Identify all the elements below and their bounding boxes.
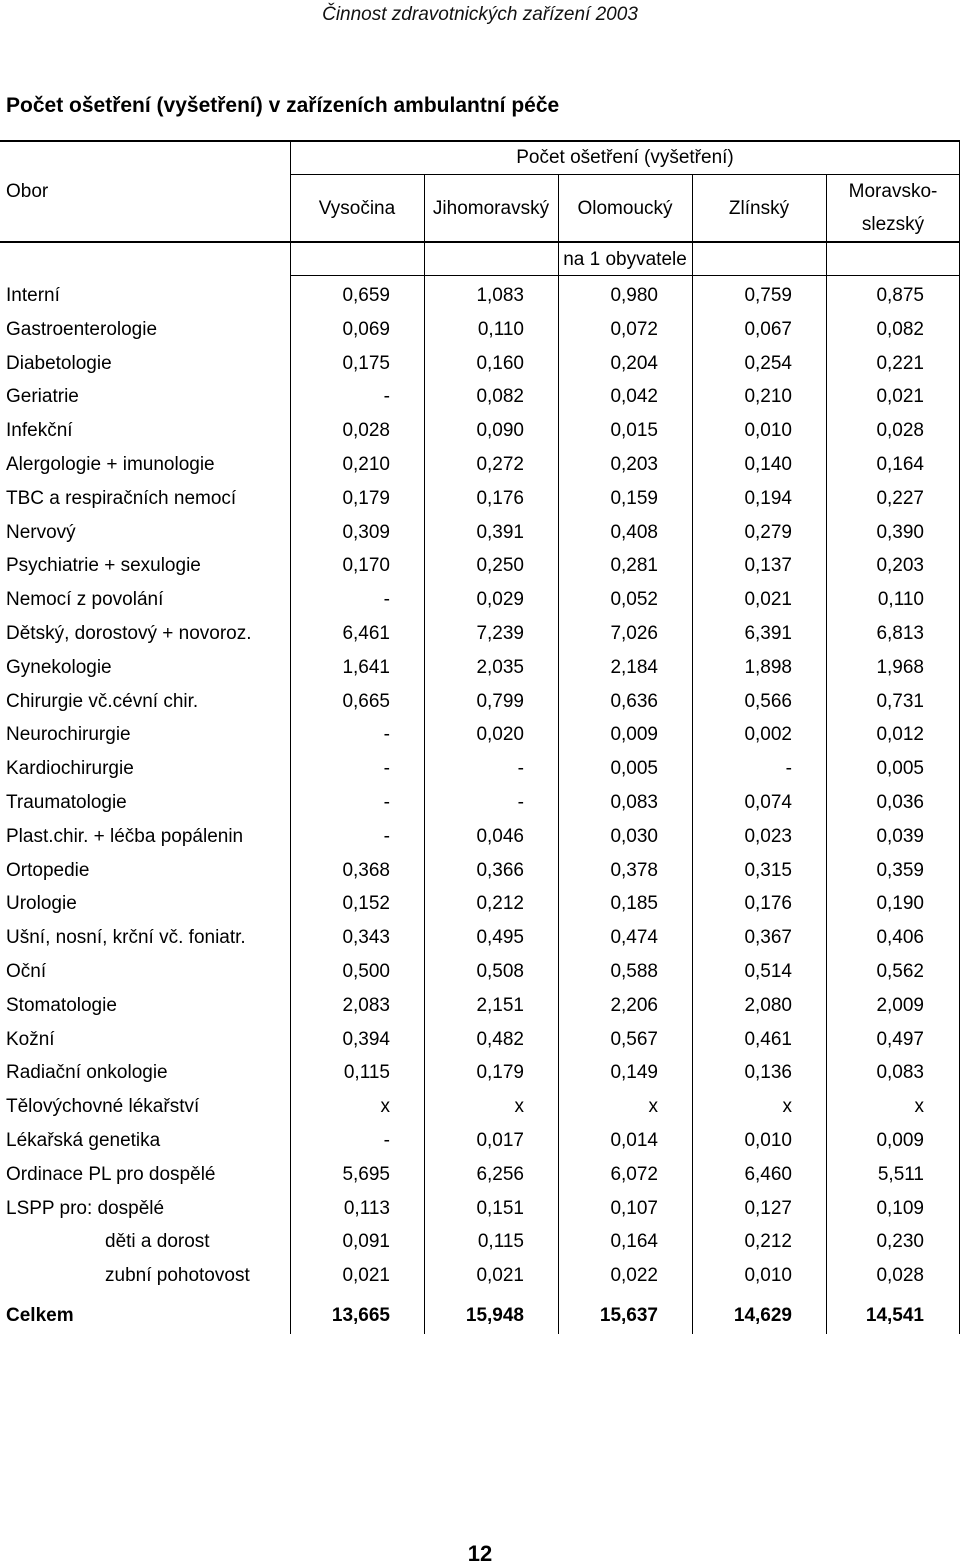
table-cell: 0,497	[876, 1029, 924, 1050]
table-cell: -	[383, 758, 390, 779]
table-cell: 0,115	[477, 1231, 524, 1252]
table-cell: 0,152	[342, 893, 390, 914]
table-cell: 0,164	[610, 1231, 658, 1252]
table-cell: 0,176	[744, 893, 792, 914]
table-cell: 2,009	[876, 995, 924, 1016]
table-cell: 7,239	[476, 623, 524, 644]
row-label: Kožní	[6, 1029, 55, 1050]
table-cell: 0,368	[342, 860, 390, 881]
table-cell: 0,514	[744, 961, 792, 982]
table-cell: 0,082	[476, 386, 524, 407]
table-cell: 2,151	[476, 995, 524, 1016]
table-cell: 0,110	[877, 589, 924, 610]
table-cell: x	[514, 1096, 524, 1117]
table-cell: 0,567	[610, 1029, 658, 1050]
table-cell: 0,562	[876, 961, 924, 982]
row-label: Nemocí z povolání	[6, 589, 164, 610]
table-cell: -	[383, 589, 390, 610]
table-cell: 0,149	[610, 1062, 658, 1083]
table-cell: 0,588	[610, 961, 658, 982]
row-label: zubní pohotovost	[105, 1265, 250, 1286]
group-header: Počet ošetření (vyšetření)	[516, 147, 734, 168]
row-label: Dětský, dorostový + novoroz.	[6, 623, 252, 644]
table-cell: 0,636	[610, 691, 658, 712]
row-label: Geriatrie	[6, 386, 79, 407]
row-label: Stomatologie	[6, 995, 117, 1016]
table-cell: 7,026	[610, 623, 658, 644]
table-cell: 0,170	[342, 555, 390, 576]
table-cell: 0,010	[744, 1130, 792, 1151]
table-cell: 1,641	[342, 657, 390, 678]
table-cell: 0,179	[342, 488, 390, 509]
table-cell: 0,315	[744, 860, 792, 881]
table-cell: 6,813	[876, 623, 924, 644]
page-number: 12	[467, 1541, 493, 1566]
total-cell: 13,665	[331, 1305, 390, 1326]
table-cell: 0,023	[744, 826, 792, 847]
table-cell: 0,164	[876, 454, 924, 475]
table-cell: 0,090	[476, 420, 524, 441]
table-cell: 0,021	[876, 386, 924, 407]
table-cell: 0,036	[876, 792, 924, 813]
table-cell: 0,028	[876, 1265, 924, 1286]
table-cell: -	[383, 724, 390, 745]
region-header: Jihomoravský	[432, 198, 550, 219]
column-divider	[290, 174, 291, 1334]
table-cell: 0,210	[342, 454, 390, 475]
table-cell: 0,176	[476, 488, 524, 509]
table-cell: 6,391	[744, 623, 792, 644]
row-label: Ordinace PL pro dospělé	[6, 1164, 216, 1185]
row-label: Chirurgie vč.cévní chir.	[6, 691, 199, 712]
total-cell: 14,629	[733, 1305, 792, 1326]
table-cell: 0,731	[876, 691, 924, 712]
table-cell: 0,500	[342, 961, 390, 982]
region-header: slezský	[861, 214, 925, 235]
row-label: Traumatologie	[6, 792, 127, 813]
row-label: TBC a respiračních nemocí	[6, 488, 237, 509]
table-cell: -	[383, 1130, 390, 1151]
table-cell: 1,898	[744, 657, 792, 678]
table-cell: 0,127	[744, 1198, 792, 1219]
table-cell: 0,230	[876, 1231, 924, 1252]
table-cell: 0,067	[744, 319, 792, 340]
table-cell: 2,080	[744, 995, 792, 1016]
table-cell: -	[517, 792, 524, 813]
table-cell: 0,009	[876, 1130, 924, 1151]
table-cell: 2,184	[610, 657, 658, 678]
table-cell: 0,254	[744, 353, 792, 374]
table-cell: 0,002	[744, 724, 792, 745]
table-cell: 0,113	[343, 1198, 390, 1219]
table-cell: 0,072	[610, 319, 658, 340]
table-cell: 1,083	[476, 285, 524, 306]
table-cell: 0,391	[476, 522, 524, 543]
table-cell: x	[380, 1096, 390, 1117]
table-cell: 0,566	[744, 691, 792, 712]
row-label: děti a dorost	[105, 1231, 210, 1252]
table-cell: 0,046	[476, 826, 524, 847]
table-cell: 0,021	[476, 1265, 524, 1286]
obor-header: Obor	[6, 181, 49, 202]
row-label: LSPP pro: dospělé	[6, 1198, 165, 1219]
table-cell: 0,028	[342, 420, 390, 441]
table-cell: 0,082	[876, 319, 924, 340]
table-cell: 0,030	[610, 826, 658, 847]
region-header: Zlínský	[728, 198, 790, 219]
table-cell: 0,039	[876, 826, 924, 847]
table-cell: 0,482	[476, 1029, 524, 1050]
table-cell: 0,212	[744, 1231, 792, 1252]
table-cell: 0,212	[476, 893, 524, 914]
unit-row-rule	[290, 275, 960, 276]
table-cell: 0,014	[610, 1130, 658, 1151]
table-cell: 5,511	[877, 1164, 924, 1185]
table-cell: 0,115	[343, 1062, 390, 1083]
row-label: Lékařská genetika	[6, 1130, 161, 1151]
table-cell: 0,012	[876, 724, 924, 745]
table-cell: 2,035	[476, 657, 524, 678]
table-cell: 0,029	[476, 589, 524, 610]
row-label: Alergologie + imunologie	[6, 454, 215, 475]
table-cell: 0,021	[744, 589, 792, 610]
column-divider	[424, 174, 425, 1334]
table-cell: 0,474	[610, 927, 658, 948]
total-cell: 15,637	[599, 1305, 658, 1326]
table-cell: 0,408	[610, 522, 658, 543]
table-cell: 0,980	[610, 285, 658, 306]
table-cell: x	[914, 1096, 924, 1117]
table-cell: 0,221	[876, 353, 924, 374]
table-cell: 0,210	[744, 386, 792, 407]
table-cell: 0,406	[876, 927, 924, 948]
table-cell: 0,394	[342, 1029, 390, 1050]
table-cell: 0,110	[477, 319, 524, 340]
table-cell: 5,695	[342, 1164, 390, 1185]
table-cell: 0,010	[744, 1265, 792, 1286]
row-label: Urologie	[6, 893, 77, 914]
table-cell: 0,665	[342, 691, 390, 712]
row-label: Ortopedie	[6, 860, 90, 881]
table-cell: 0,204	[610, 353, 658, 374]
row-label: Nervový	[6, 522, 76, 543]
table-cell: 0,028	[876, 420, 924, 441]
table-cell: -	[785, 758, 792, 779]
table-cell: 0,185	[610, 893, 658, 914]
table-cell: 0,366	[476, 860, 524, 881]
table-cell: 0,279	[744, 522, 792, 543]
table-cell: -	[383, 792, 390, 813]
table-cell: 0,052	[610, 589, 658, 610]
total-cell: 15,948	[465, 1305, 524, 1326]
row-label: Diabetologie	[6, 353, 112, 374]
table-cell: 0,017	[476, 1130, 524, 1151]
table-cell: 0,109	[876, 1198, 924, 1219]
table-top-rule	[0, 140, 960, 142]
table-cell: 2,206	[610, 995, 658, 1016]
table-cell: 0,194	[744, 488, 792, 509]
row-label: Gynekologie	[6, 657, 112, 678]
row-label: Kardiochirurgie	[6, 758, 134, 779]
table-cell: 0,136	[744, 1062, 792, 1083]
table-cell: 0,005	[876, 758, 924, 779]
column-divider	[558, 174, 559, 1334]
table-cell: 0,799	[476, 691, 524, 712]
table-cell: 0,010	[744, 420, 792, 441]
table-cell: 0,390	[876, 522, 924, 543]
total-cell: 14,541	[865, 1305, 924, 1326]
table-cell: 0,378	[610, 860, 658, 881]
table-cell: 0,091	[342, 1231, 390, 1252]
table-cell: 0,021	[342, 1265, 390, 1286]
total-label: Celkem	[6, 1305, 74, 1326]
row-label: Plast.chir. + léčba popálenin	[6, 826, 244, 847]
table-cell: 0,367	[744, 927, 792, 948]
table-cell: 6,460	[744, 1164, 792, 1185]
table-cell: 0,272	[476, 454, 524, 475]
table-cell: 0,083	[876, 1062, 924, 1083]
table-cell: 0,759	[744, 285, 792, 306]
table-cell: -	[383, 826, 390, 847]
table-cell: 0,160	[476, 353, 524, 374]
table-cell: 0,343	[342, 927, 390, 948]
table-cell: 6,461	[342, 623, 390, 644]
table-cell: 0,281	[610, 555, 658, 576]
row-label: Psychiatrie + sexulogie	[6, 555, 201, 576]
table-cell: 0,159	[610, 488, 658, 509]
table-cell: 0,190	[876, 893, 924, 914]
table-cell: 0,083	[610, 792, 658, 813]
table-cell: 0,309	[342, 522, 390, 543]
table-cell: 0,227	[876, 488, 924, 509]
table-cell: 0,015	[610, 420, 658, 441]
table-cell: 0,022	[610, 1265, 658, 1286]
table-cell: 6,256	[476, 1164, 524, 1185]
table-cell: -	[517, 758, 524, 779]
page-title: Počet ošetření (vyšetření) v zařízeních ambulantní péče	[6, 94, 560, 117]
row-label: Radiační onkologie	[6, 1062, 168, 1083]
table-cell: x	[782, 1096, 792, 1117]
row-label: Ušní, nosní, krční vč. foniatr.	[6, 927, 246, 948]
table-cell: 0,461	[744, 1029, 792, 1050]
table-cell: 0,107	[610, 1198, 658, 1219]
table-cell: -	[383, 386, 390, 407]
unit-header: na 1 obyvatele	[563, 249, 687, 270]
row-label: Oční	[6, 961, 47, 982]
table-cell: 0,175	[342, 353, 390, 374]
table-cell: x	[648, 1096, 658, 1117]
table-cell: 0,005	[610, 758, 658, 779]
table-cell: 2,083	[342, 995, 390, 1016]
table-cell: 0,009	[610, 724, 658, 745]
column-divider	[692, 174, 693, 1334]
column-divider	[826, 174, 827, 1334]
table-cell: 0,020	[476, 724, 524, 745]
table-cell: 0,495	[476, 927, 524, 948]
table-cell: 0,250	[476, 555, 524, 576]
row-label: Neurochirurgie	[6, 724, 131, 745]
group-header-rule	[290, 174, 960, 175]
table-cell: 6,072	[610, 1164, 658, 1185]
row-label: Tělovýchovné lékařství	[6, 1096, 200, 1117]
table-cell: 0,203	[610, 454, 658, 475]
header-bottom-rule	[0, 241, 960, 243]
table-cell: 0,359	[876, 860, 924, 881]
running-head: Činnost zdravotnických zařízení 2003	[322, 4, 638, 25]
table-cell: 0,875	[876, 285, 924, 306]
table-cell: 0,042	[610, 386, 658, 407]
row-label: Interní	[6, 285, 60, 306]
table-cell: 0,203	[876, 555, 924, 576]
table-cell: 0,179	[476, 1062, 524, 1083]
table-cell: 0,069	[342, 319, 390, 340]
table-cell: 0,137	[744, 555, 792, 576]
table-cell: 0,151	[476, 1198, 524, 1219]
table-cell: 1,968	[876, 657, 924, 678]
table-cell: 0,074	[744, 792, 792, 813]
row-label: Gastroenterologie	[6, 319, 158, 340]
region-header: Vysočina	[318, 198, 396, 219]
table-cell: 0,140	[744, 454, 792, 475]
region-header: Olomoucký	[577, 198, 673, 219]
row-label: Infekční	[6, 420, 73, 441]
region-header: Moravsko-	[848, 181, 938, 202]
table-cell: 0,508	[476, 961, 524, 982]
table-cell: 0,659	[342, 285, 390, 306]
